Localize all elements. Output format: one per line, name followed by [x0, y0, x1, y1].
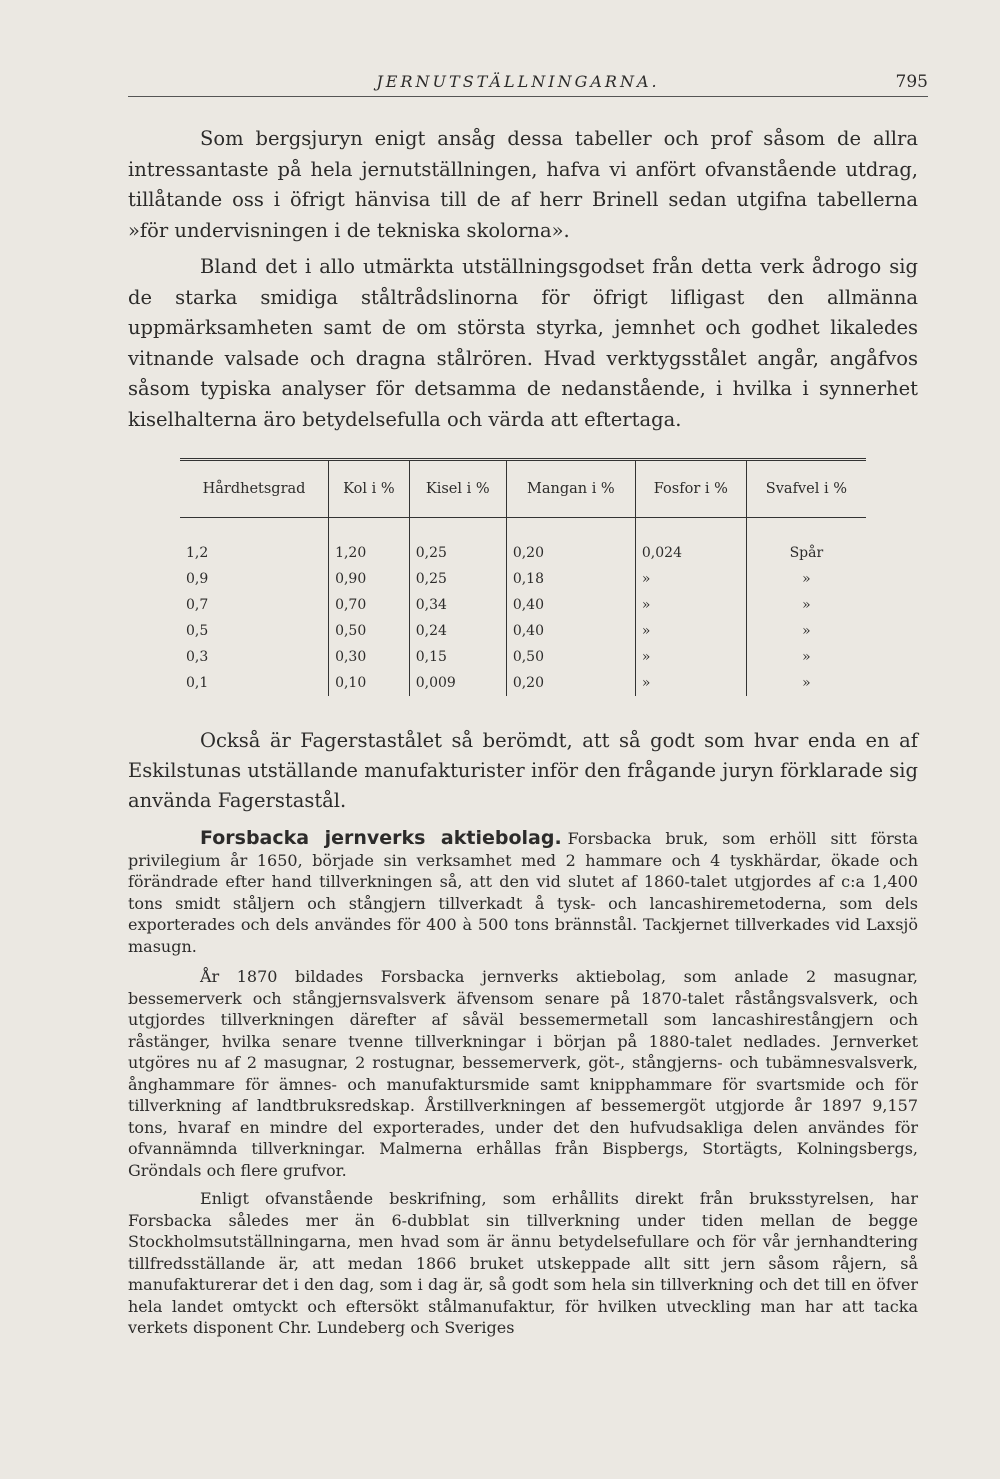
after-table-paragraph: Också är Fagerstastålet så berömdt, att så godt som hvar enda en af Eskilstunas utställande manufakturister inför den frågande juryn förklarade sig använda Fagerstastål. [128, 729, 918, 812]
table-cell: 1,20 [329, 518, 410, 567]
table-header-row [180, 460, 866, 518]
table-cell: » [802, 623, 811, 639]
table-row [180, 670, 866, 696]
intro-paragraph-1: Som bergsjuryn enigt ansåg dessa tabeller och prof såsom de allra intressantaste på hela jernutställningen, hafva vi anfört ofvanstående utdrag, tillåtande oss i öfrigt hänvisa till de af herr Brinell sedan utgifna tabellerna »för undervisningen i de tekniska skolorna». [128, 127, 918, 242]
table-cell: » [802, 649, 811, 665]
column-header: Kisel i % [409, 460, 506, 518]
table-row [180, 644, 866, 670]
table-cell: 0,9 [180, 566, 329, 592]
table-cell: 0,90 [329, 566, 410, 592]
table-cell: » [635, 670, 746, 696]
company-heading: Forsbacka jernverks aktiebolag. [200, 827, 562, 849]
table-cell: 0,10 [329, 670, 410, 696]
page-header [128, 70, 928, 97]
table-cell: 0,1 [180, 670, 329, 696]
table-cell: » [635, 618, 746, 644]
table-row [180, 566, 866, 592]
table-cell: 1,2 [180, 518, 329, 567]
table-cell: 0,25 [409, 566, 506, 592]
table-cell: 0,7 [180, 592, 329, 618]
column-header: Mangan i % [506, 460, 635, 518]
page-number: 795 [895, 72, 928, 92]
table-cell: 0,40 [506, 618, 635, 644]
table-row [180, 592, 866, 618]
table-cell: 0,50 [506, 644, 635, 670]
table-cell: 0,34 [409, 592, 506, 618]
table-cell: 0,5 [180, 618, 329, 644]
table-cell: Spår [789, 545, 824, 561]
table-cell: 0,70 [329, 592, 410, 618]
table-cell: 0,25 [409, 518, 506, 567]
forsbacka-paragraph-1 [128, 828, 918, 957]
running-title: JERNUTSTÄLLNINGARNA. [376, 72, 660, 91]
table-row [180, 618, 866, 644]
table-cell: 0,009 [409, 670, 506, 696]
intro-paragraph-2: Bland det i allo utmärkta utställningsgodset från detta verk ådrogo sig de starka smidiga ståltrådslinorna för öfrigt lifligast den allmänna uppmärksamheten samt de om största styrka, jemnhet och godhet likaledes vitnande valsade och dragna stålrören. Hvad verktygsstålet angår, angåfvos såsom typiska analyser för detsamma de nedanstående, i hvilka i synnerhet kiselhalterna äro betydelsefulla och värda att eftertaga. [128, 255, 918, 431]
table-cell: 0,20 [506, 518, 635, 567]
column-header: Fosfor i % [635, 460, 746, 518]
table-cell: 0,18 [506, 566, 635, 592]
forsbacka-text-1: Forsbacka bruk, som erhöll sitt första privilegium år 1650, började sin verksamhet med 2 hammare och 4 tyskhärdar, ökade och förändrade efter hand tillverkningen så, att den vid slutet af 1860-talet utgjordes af c:a 1,400 tons smidt ståljern och stångjern tillverkadt å tysk- och lancashiremetoderna, som dels exporterades och dels användes för 400 à 500 tons brännstål. Tackjernet tillverkades vid Laxsjö masugn. [128, 829, 918, 956]
column-header: Svafvel i % [746, 460, 866, 518]
table-cell: 0,30 [329, 644, 410, 670]
column-header: Hårdhetsgrad [180, 460, 329, 518]
table-cell: 0,50 [329, 618, 410, 644]
table-cell: » [635, 644, 746, 670]
table-cell: 0,20 [506, 670, 635, 696]
table-cell: » [802, 597, 811, 613]
column-header: Kol i % [329, 460, 410, 518]
table-row [180, 518, 866, 567]
forsbacka-paragraph-3: Enligt ofvanstående beskrifning, som erhållits direkt från bruksstyrelsen, har Forsbacka således mer än 6-dubblat sin tillverkning under tiden mellan de begge Stockholmsutställningarna, men hvad som är ännu betydelsefullare och för vår jernhandtering tillfredsställande är, att medan 1866 bruket utskeppade allt sitt jern såsom råjern, så manufakturerar det i den dag, som i dag är, så godt som hela sin tillverkning och det till en öfver hela landet omtyckt och eftersökt stålmanufaktur, för hvilken utveckling man har att tacka verkets disponent Chr. Lundeberg och Sveriges [128, 1189, 918, 1337]
steel-analysis-table [180, 458, 866, 696]
table-cell: » [802, 675, 811, 691]
table-cell: » [635, 566, 746, 592]
table-cell: 0,15 [409, 644, 506, 670]
table-cell: » [802, 571, 811, 587]
table-cell: 0,3 [180, 644, 329, 670]
table-cell: » [635, 592, 746, 618]
table-cell: 0,24 [409, 618, 506, 644]
table-cell: 0,024 [635, 518, 746, 567]
table-cell: 0,40 [506, 592, 635, 618]
forsbacka-paragraph-2: År 1870 bildades Forsbacka jernverks aktiebolag, som anlade 2 masugnar, bessemerverk och stångjernsvalsverk äfvensom senare på 1870-talet råstångsvalsverk, och utgjordes tillverkningen därefter af såväl bessemermetall som lancashirestångjern och råstänger, hvilka senare tvenne tillverkningar i början på 1880-talet nedlades. Jernverket utgöres nu af 2 masugnar, 2 rostugnar, bessemerverk, göt-, stångjerns- och tubämnesvalsverk, ånghammare för ämnes- och manufaktursmide samt knipphammare för svartsmide och för tillverkning af landtbruksredskap. Årstillverkningen af bessemergöt utgjorde år 1897 9,157 tons, hvaraf en mindre del exporterades, under det den hufvudsakliga delen användes för ofvannämnda tillverkningar. Malmerna erhållas från Bispbergs, Stortägts, Kolningsbergs, Gröndals och flere grufvor. [128, 967, 918, 1180]
